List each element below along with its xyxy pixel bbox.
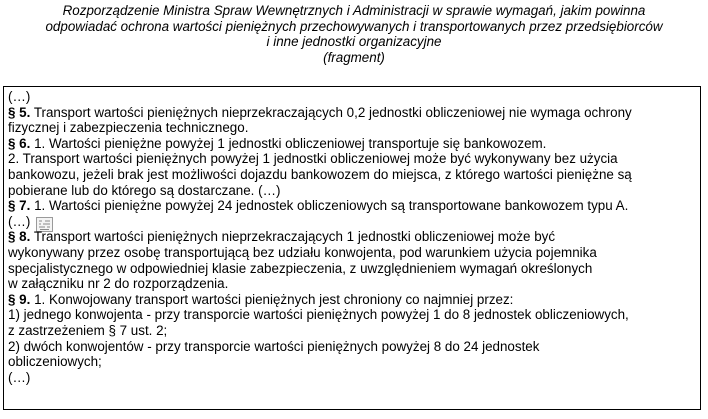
document-title	[0, 3, 708, 65]
section-7-marker: § 7.	[8, 198, 31, 214]
title-line-2: odpowiadać ochrona wartości pieniężnych przechowywanych i transportowanych przez przedsiębiorców	[45, 18, 663, 34]
paragraph-5-line-1	[8, 105, 698, 121]
paragraph-8-text-1: Transport wartości pieniężnych nieprzekraczających 1 jednostki obliczeniowej może być	[30, 229, 556, 245]
paragraph-6-line-1	[8, 136, 698, 152]
paragraph-7-text-1: 1. Wartości pieniężne powyżej 24 jednostek obliczeniowych są transportowane bankowozem typu A.	[30, 198, 629, 214]
paragraph-9-line-4: 2) dwóch konwojentów - przy transporcie wartości pieniężnych powyżej 8 do 24 jednostek	[8, 338, 540, 354]
paragraph-7-line-2	[8, 214, 698, 230]
section-6-marker: § 6.	[8, 135, 31, 151]
paragraph-7-ellipsis: (…)	[8, 213, 31, 229]
title-line-3: i inne jednostki organizacyjne	[266, 34, 442, 50]
open-ellipsis: (…)	[8, 89, 31, 104]
paragraph-6-line-4: pobierane lub do którego są dostarczane. (…)	[8, 182, 281, 198]
title-line-4: (fragment)	[323, 49, 385, 65]
close-ellipsis: (…)	[8, 369, 31, 385]
paragraph-8-line-3: specjalistycznego w odpowiedniej klasie zabezpieczenia, z uwzględnieniem wymagań określonych	[8, 260, 593, 276]
paragraph-8-line-4: w załączniku nr 2 do rozporządzenia.	[8, 276, 229, 292]
section-8-marker: § 8.	[8, 229, 31, 245]
paragraph-8-line-2: wykonywany przez osobę transportującą bez udziału konwojenta, pod warunkiem użycia pojemnika	[8, 244, 597, 260]
paragraph-6-text-1: 1. Wartości pieniężne powyżej 1 jednostki obliczeniowej transportuje się bankowozem.	[30, 135, 547, 151]
paragraph-5-text-1: Transport wartości pieniężnych nieprzekraczających 0,2 jednostki obliczeniowej nie wymaga ochrony	[30, 104, 632, 120]
paragraph-6-line-3: bankowozu, jeżeli brak jest możliwości dojazdu bankowozem do miejsca, z którego wartości pieniężne są	[8, 166, 632, 182]
paragraph-9-line-5: obliczeniowych;	[8, 354, 102, 370]
paragraph-6-line-2: 2. Transport wartości pieniężnych powyżej 1 jednostki obliczeniowej może być wykonywany bez użycia	[8, 151, 618, 167]
section-5-marker: § 5.	[8, 104, 31, 120]
paragraph-7-line-1	[8, 198, 698, 214]
paragraph-9-line-2: 1) jednego konwojenta - przy transporcie wartości pieniężnych powyżej 1 do 8 jednostek obliczeniowych,	[8, 307, 629, 323]
paragraph-9-line-1	[8, 292, 698, 308]
paragraph-8-line-1	[8, 229, 698, 245]
paragraph-5-line-2: fizycznej i zabezpieczenia technicznego.	[8, 120, 249, 136]
excerpt-content	[8, 89, 698, 385]
section-9-marker: § 9.	[8, 291, 31, 307]
title-line-1: Rozporządzenie Ministra Spraw Wewnętrznych i Administracji w sprawie wymagań, jakim powinna	[62, 3, 646, 18]
paragraph-9-text-1: 1. Konwojowany transport wartości pieniężnych jest chroniony co najmniej przez:	[30, 291, 514, 307]
paragraph-9-line-3: z zastrzeżeniem § 7 ust. 2;	[8, 322, 168, 338]
